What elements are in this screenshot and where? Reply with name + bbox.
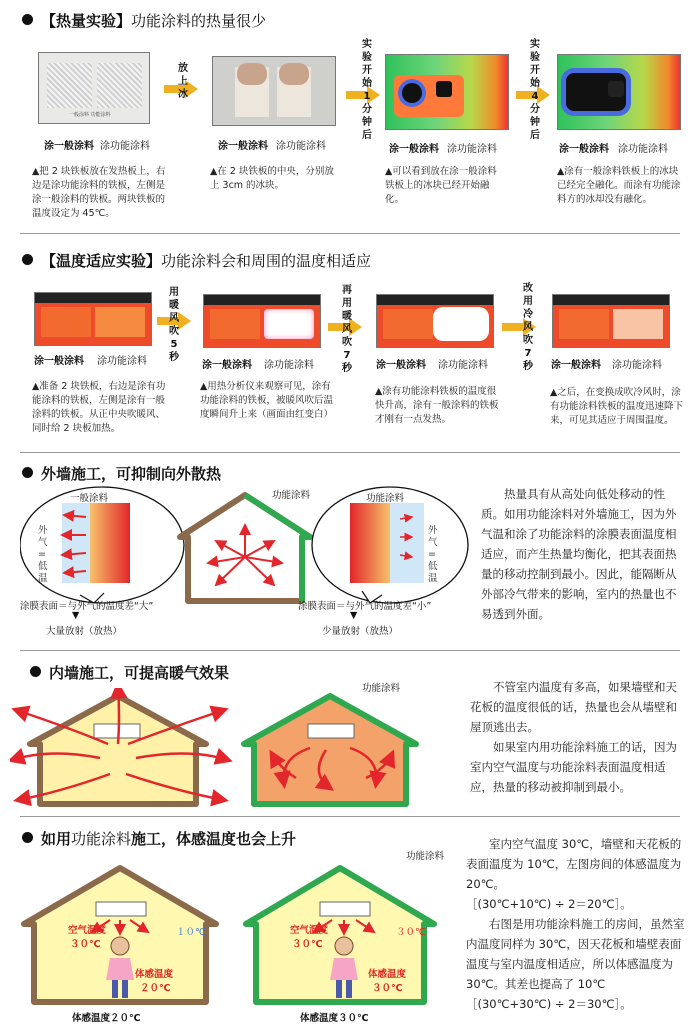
perceived-formula-1: ［(30℃+10℃) ÷ 2＝20℃］。 bbox=[466, 897, 632, 911]
house-functional-label: 功能涂料 bbox=[272, 490, 311, 501]
label-functional: 涂功能涂料 bbox=[438, 360, 488, 371]
thermal-photo-6 bbox=[203, 294, 321, 348]
right-bubble-title: 功能涂料 bbox=[366, 493, 405, 504]
left-caption: 涂膜表面＝与外气的温度差“大” bbox=[20, 601, 154, 612]
left-feel-label: 体感温度 bbox=[135, 969, 174, 980]
section4-title: 内墙施工，可提高暖气效果 bbox=[30, 662, 229, 683]
divider bbox=[20, 650, 680, 651]
bullet-icon bbox=[22, 14, 33, 25]
perceived-paragraph-2: 右图是用功能涂料施工的房间，虽然室内温度同样为 30℃，因天花板和墙壁表面温度与室内温度相适应，所以体感温度为 30℃。其差也提高了 10℃ bbox=[466, 917, 685, 991]
label-functional: 涂功能涂料 bbox=[447, 144, 497, 155]
thermal-photo-8 bbox=[552, 294, 670, 348]
left-result: 大量放射（放热） bbox=[46, 626, 123, 637]
thermal-photo-3 bbox=[385, 54, 509, 130]
divider bbox=[20, 452, 680, 453]
section3-title: 外墙施工，可抑制向外散热 bbox=[22, 463, 221, 484]
bullet-icon bbox=[22, 254, 33, 265]
exterior-paragraph: 热量具有从高处向低处移动的性质。如用功能涂料对外墙施工，因为外气温和涂了功能涂料的涂膜表面温度相适应，而产生热量均衡化，把其表面热量的移动控制到最小。因此，能隔断从外部冷气带来的影响，室内的热量也不易透到外面。 bbox=[481, 487, 677, 621]
label-functional: 涂功能涂料 bbox=[97, 356, 147, 367]
bullet-icon bbox=[30, 666, 41, 677]
note-4: ▲涂有一般涂料铁板上的冰块已经完全融化。而涂有功能涂料方的冰却没有融化。 bbox=[557, 166, 681, 205]
section1-title: 【热量实验】功能涂料的热量很少 bbox=[22, 10, 266, 31]
interior-paragraph-2: 如果室内用功能涂料施工的话，因为室内空气温度与功能涂料表面温度相适应，热量的移动被抑制到最小。 bbox=[470, 740, 677, 794]
right-feel-label: 体感温度 bbox=[368, 969, 407, 980]
arrow-label: 再用暖风吹7秒 bbox=[342, 285, 352, 374]
arrow-label: 改用冷风吹7秒 bbox=[523, 283, 533, 372]
left-air-label: 空气温度 bbox=[68, 925, 107, 936]
label-general: 涂一般涂料 bbox=[34, 356, 84, 367]
down-triangle-icon: ▼ bbox=[72, 610, 80, 621]
arrow-label: 放上冰 bbox=[178, 63, 188, 100]
label-general: 涂一般涂料 bbox=[376, 360, 426, 371]
hand-icon bbox=[279, 63, 309, 85]
hand-icon bbox=[237, 63, 267, 85]
right-result: 少量放射（放热） bbox=[322, 626, 399, 637]
note-3: ▲可以看到放在涂一般涂料铁板上的冰块已经开始融化。 bbox=[385, 166, 497, 205]
label-functional: 涂功能涂料 bbox=[264, 360, 314, 371]
note-6: ▲用热分析仪来观察可见，涂有功能涂料的铁板，被暖风吹后温度瞬间升上来（画面由红变白） bbox=[200, 381, 334, 420]
divider bbox=[20, 233, 680, 234]
label-functional: 涂功能涂料 bbox=[618, 144, 668, 155]
thermal-photo-5 bbox=[34, 292, 152, 346]
arrow-label: 用暖风吹5秒 bbox=[169, 287, 179, 363]
label-general: 涂一般涂料 bbox=[559, 144, 609, 155]
down-triangle-icon: ▼ bbox=[350, 610, 358, 621]
photo-sign: 一般涂料 功能涂料 bbox=[69, 112, 111, 118]
label-general: 涂一般涂料 bbox=[218, 141, 268, 152]
section2-title: 【温度适应实验】功能涂料会和周围的温度相适应 bbox=[22, 250, 371, 271]
label-general: 涂一般涂料 bbox=[389, 144, 439, 155]
left-caption: 体感温度２０℃ bbox=[72, 1013, 141, 1024]
board-functional bbox=[97, 63, 142, 108]
label-functional: 涂功能涂料 bbox=[276, 141, 326, 152]
right-air-value: ３０℃ bbox=[292, 939, 323, 950]
note-7: ▲涂有功能涂料铁板的温度很快升高，涂有一般涂料的铁板才刚有一点发热。 bbox=[375, 386, 499, 425]
heat-photo-2 bbox=[212, 56, 336, 126]
outside-air-label: 外气=低温 bbox=[38, 525, 48, 584]
perceived-paragraph-1: 室内空气温度 30℃，墙壁和天花板的表面温度为 10℃，左图房间的体感温度为 20℃。 bbox=[466, 837, 682, 891]
heat-photo-1 bbox=[38, 52, 150, 124]
perceived-formula-2: ［(30℃+30℃) ÷ 2＝30℃］。 bbox=[466, 997, 632, 1011]
label-functional: 涂功能涂料 bbox=[612, 360, 662, 371]
left-wall-value: １０℃ bbox=[176, 927, 206, 938]
board-general bbox=[47, 63, 92, 108]
note-2: ▲在 2 块铁板的中央，分别放上 3cm 的冰块。 bbox=[210, 166, 334, 191]
label-general: 涂一般涂料 bbox=[44, 141, 94, 152]
right-air-label: 空气温度 bbox=[290, 925, 329, 936]
bullet-icon bbox=[22, 832, 33, 843]
note-1: ▲把 2 块铁板放在发热板上，右边是涂功能涂料的铁板，左侧是涂一般涂料的铁板。两块铁板的温度设定为 45℃。 bbox=[32, 166, 166, 219]
ice-mark bbox=[608, 81, 624, 97]
right-wall-value: ３０℃ bbox=[396, 927, 426, 938]
right-caption: 涂膜表面＝与外气的温度差“小” bbox=[298, 601, 432, 612]
bullet-icon bbox=[22, 467, 33, 478]
thermal-photo-4 bbox=[557, 54, 681, 130]
interior-wall-diagram bbox=[10, 688, 490, 808]
divider bbox=[20, 816, 680, 817]
right-feel-value: ３０℃ bbox=[372, 983, 403, 994]
label-general: 涂一般涂料 bbox=[202, 360, 252, 371]
ice-melt-mark bbox=[402, 83, 422, 103]
thermal-photo-7 bbox=[376, 294, 494, 348]
house-functional-label: 功能涂料 bbox=[406, 851, 445, 862]
section5-title: 如用功能涂料施工，体感温度也会上升 bbox=[22, 828, 296, 849]
note-8: ▲之后，在变换成吹冷风时，涂有功能涂料铁板的温度迅速降下来，可见其适应于周围温度。 bbox=[550, 387, 684, 426]
left-bubble-title: 一般涂料 bbox=[70, 493, 109, 504]
interior-paragraph-1: 不管室内温度有多高，如果墙壁和天花板的温度很低的话，热量也会从墙壁和屋顶逃出去。 bbox=[470, 680, 677, 734]
arrow-label: 实验开始4分钟后 bbox=[530, 39, 540, 141]
house-functional-label: 功能涂料 bbox=[362, 683, 401, 694]
label-general: 涂一般涂料 bbox=[551, 360, 601, 371]
outside-air-label: 外气=低温 bbox=[428, 525, 438, 584]
arrow-label: 实验开始1分钟后 bbox=[362, 39, 372, 141]
note-5: ▲准备 2 块铁板，右边是涂有功能涂料的铁板，左侧是涂有一般涂料的铁板。从正中央吹暖风、同时给 2 块板加热。 bbox=[32, 381, 166, 434]
label-functional: 涂功能涂料 bbox=[100, 141, 150, 152]
right-caption: 体感温度３０℃ bbox=[300, 1013, 369, 1024]
left-air-value: ３０℃ bbox=[70, 939, 101, 950]
left-feel-value: ２０℃ bbox=[140, 983, 171, 994]
ice-mark bbox=[436, 81, 452, 97]
